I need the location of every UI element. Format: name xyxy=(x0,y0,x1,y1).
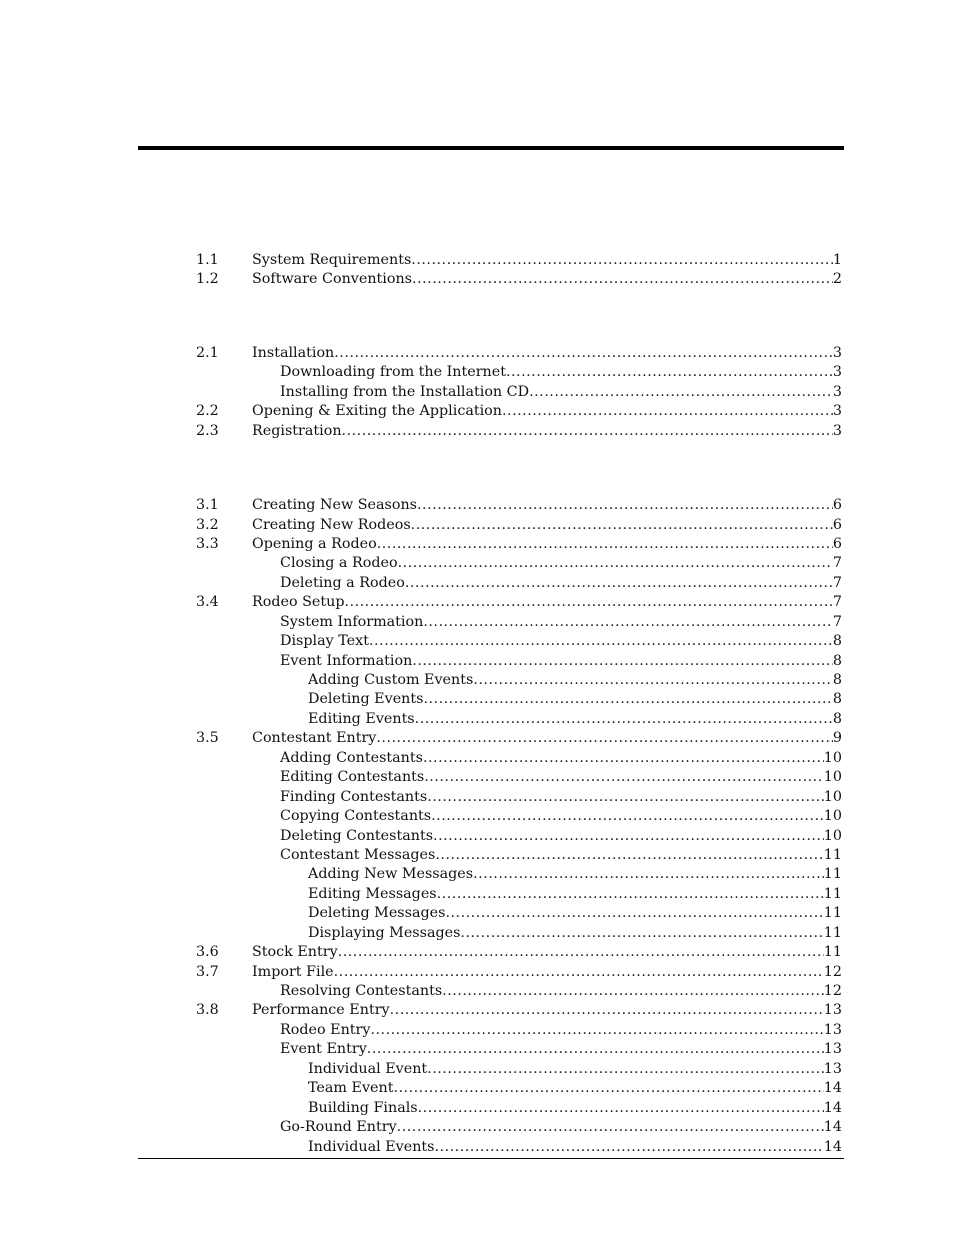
toc-entry[interactable] xyxy=(0,383,954,402)
toc-entry-title[interactable]: Copying Contestants xyxy=(280,807,431,826)
toc-entry-line xyxy=(280,1040,842,1059)
toc-entry-line xyxy=(280,827,842,846)
toc-entry-number: 3.4 xyxy=(196,594,219,611)
toc-entry-number: 1.1 xyxy=(196,252,219,268)
toc-entry[interactable] xyxy=(0,422,954,441)
toc-entry-page-number: 10 xyxy=(823,808,842,825)
toc-dot-leader xyxy=(415,710,833,729)
toc-entry-page-number: 8 xyxy=(832,691,842,708)
toc-entry-title[interactable]: Rodeo Entry xyxy=(280,1021,370,1040)
toc-entry-page-number: 11 xyxy=(823,924,842,941)
toc-entry-page-number: 10 xyxy=(823,827,842,844)
toc-entry-page-number: 1 xyxy=(832,252,842,268)
toc-entry-title[interactable]: Opening & Exiting the Application xyxy=(252,402,502,421)
toc-dot-leader xyxy=(433,827,824,846)
toc-entry-number: 3.5 xyxy=(196,730,219,747)
toc-dot-leader xyxy=(502,402,833,421)
toc-dot-leader xyxy=(423,690,832,709)
toc-entry[interactable] xyxy=(0,963,954,982)
toc-entry-title[interactable]: Editing Events xyxy=(308,710,415,729)
toc-entry-title[interactable]: Event Entry xyxy=(280,1040,367,1059)
toc-entry-title[interactable]: Creating New Seasons xyxy=(252,496,417,515)
toc-entry-line xyxy=(280,554,842,573)
toc-dot-leader xyxy=(427,788,824,807)
toc-entry-line xyxy=(280,768,842,787)
toc-entry-title[interactable]: System Requirements xyxy=(252,251,411,270)
toc-entry[interactable] xyxy=(0,924,954,943)
toc-entry[interactable] xyxy=(0,652,954,671)
toc-dot-leader xyxy=(473,865,824,884)
toc-entry[interactable] xyxy=(0,535,954,554)
toc-dot-leader xyxy=(473,671,833,690)
toc-entry-title[interactable]: Downloading from the Internet xyxy=(280,363,506,382)
toc-entry-page-number: 8 xyxy=(832,633,842,650)
toc-entry-title[interactable]: Individual Event xyxy=(308,1060,427,1079)
toc-entry-page-number: 12 xyxy=(823,983,842,999)
toc-entry-line xyxy=(280,363,842,382)
toc-entry-line xyxy=(308,1099,842,1118)
toc-entry[interactable] xyxy=(0,943,954,962)
toc-entry-number: 3.6 xyxy=(196,944,219,961)
toc-dot-leader xyxy=(435,1138,824,1157)
toc-entry-line xyxy=(308,1079,842,1098)
toc-entry-line xyxy=(280,749,842,768)
toc-dot-leader xyxy=(412,270,833,289)
toc-entry-title[interactable]: Display Text xyxy=(280,632,369,651)
toc-entry-line xyxy=(252,535,842,554)
toc-entry[interactable] xyxy=(0,1118,954,1137)
toc-entry-line xyxy=(252,963,842,982)
toc-entry-number: 3.8 xyxy=(196,1002,219,1019)
toc-entry-line xyxy=(308,690,842,709)
header-rule xyxy=(138,146,844,150)
toc-entry[interactable] xyxy=(0,904,954,923)
toc-dot-leader xyxy=(376,729,833,748)
toc-entry-line xyxy=(280,613,842,632)
toc-entry-title[interactable]: Import File xyxy=(252,963,334,982)
toc-entry-line xyxy=(252,344,842,363)
toc-entry-title[interactable]: Deleting a Rodeo xyxy=(280,574,405,593)
toc-entry-title[interactable]: Team Event xyxy=(308,1079,393,1098)
toc-entry-page-number: 7 xyxy=(832,594,842,611)
toc-entry[interactable] xyxy=(0,690,954,709)
toc-dot-leader xyxy=(370,1021,823,1040)
toc-dot-leader xyxy=(393,1079,823,1098)
toc-entry-page-number: 11 xyxy=(823,885,842,902)
toc-entry-line xyxy=(252,251,842,270)
toc-dot-leader xyxy=(445,904,823,923)
toc-entry-line xyxy=(280,807,842,826)
toc-entry-page-number: 14 xyxy=(823,1080,842,1097)
toc-entry-page-number: 10 xyxy=(823,788,842,805)
toc-entry-title[interactable]: Performance Entry xyxy=(252,1001,390,1020)
toc-entry-line xyxy=(252,496,842,515)
toc-entry-title[interactable]: Contestant Entry xyxy=(252,729,376,748)
toc-entry-line xyxy=(252,593,842,612)
toc-entry-title[interactable]: Registration xyxy=(252,422,342,441)
toc-entry[interactable] xyxy=(0,1079,954,1098)
toc-dot-leader xyxy=(345,593,833,612)
toc-dot-leader xyxy=(367,1040,824,1059)
toc-entry-title[interactable]: Building Finals xyxy=(308,1099,418,1118)
toc-entry[interactable] xyxy=(0,788,954,807)
toc-entry-line xyxy=(280,1118,842,1137)
toc-entry-title[interactable]: Adding New Messages xyxy=(308,865,473,884)
toc-dot-leader xyxy=(338,943,824,962)
toc-entry-number: 3.2 xyxy=(196,516,219,533)
toc-entry[interactable] xyxy=(0,1040,954,1059)
toc-entry-page-number: 12 xyxy=(823,963,842,980)
toc-entry-line xyxy=(280,383,842,402)
toc-entry-line xyxy=(308,1060,842,1079)
toc-entry-title[interactable]: Opening a Rodeo xyxy=(252,535,377,554)
toc-entry-number: 2.1 xyxy=(196,344,219,361)
toc-entry-page-number: 10 xyxy=(823,769,842,786)
toc-dot-leader xyxy=(435,846,823,865)
toc-entry-line xyxy=(252,402,842,421)
toc-entry-page-number: 3 xyxy=(832,344,842,361)
toc-entry[interactable] xyxy=(0,593,954,612)
table-of-contents xyxy=(0,251,954,1157)
toc-entry-number: 3.3 xyxy=(196,535,219,552)
toc-entry[interactable] xyxy=(0,710,954,729)
toc-dot-leader xyxy=(405,574,833,593)
toc-entry-title[interactable]: Closing a Rodeo xyxy=(280,554,398,573)
toc-entry-page-number: 7 xyxy=(832,574,842,591)
toc-entry-page-number: 13 xyxy=(823,1002,842,1019)
toc-entry-page-number: 13 xyxy=(823,1060,842,1077)
toc-entry-title[interactable]: System Information xyxy=(280,613,423,632)
toc-entry-page-number: 14 xyxy=(823,1099,842,1116)
toc-entry-title[interactable]: Adding Contestants xyxy=(280,749,423,768)
toc-entry[interactable] xyxy=(0,632,954,651)
toc-dot-leader xyxy=(529,383,833,402)
toc-entry-line xyxy=(252,270,842,289)
toc-entry[interactable] xyxy=(0,270,954,289)
toc-entry-line xyxy=(252,943,842,962)
toc-dot-leader xyxy=(506,363,833,382)
toc-entry-title[interactable]: Go-Round Entry xyxy=(280,1118,397,1137)
toc-entry[interactable] xyxy=(0,1021,954,1040)
toc-entry-title[interactable]: Deleting Contestants xyxy=(280,827,433,846)
toc-entry[interactable] xyxy=(0,251,954,270)
toc-entry[interactable] xyxy=(0,402,954,421)
toc-entry-line xyxy=(308,904,842,923)
toc-entry-number: 2.3 xyxy=(196,422,219,439)
toc-entry-title[interactable]: Deleting Events xyxy=(308,690,423,709)
toc-entry-line xyxy=(280,574,842,593)
toc-entry-number: 3.7 xyxy=(196,963,219,980)
toc-entry[interactable] xyxy=(0,846,954,865)
toc-dot-leader xyxy=(377,535,833,554)
toc-dot-leader xyxy=(417,496,833,515)
toc-entry-page-number: 3 xyxy=(832,403,842,420)
toc-entry-page-number: 14 xyxy=(823,1138,842,1155)
toc-entry-page-number: 8 xyxy=(832,710,842,727)
toc-entry-line xyxy=(308,885,842,904)
toc-entry-page-number: 7 xyxy=(832,613,842,630)
toc-entry[interactable] xyxy=(0,554,954,573)
toc-entry-page-number: 8 xyxy=(832,672,842,688)
toc-dot-leader xyxy=(460,924,823,943)
toc-entry-title[interactable]: Creating New Rodeos xyxy=(252,516,411,535)
toc-entry-page-number: 8 xyxy=(832,652,842,669)
toc-entry-number: 1.2 xyxy=(196,271,219,288)
toc-entry[interactable] xyxy=(0,1060,954,1079)
toc-entry-line xyxy=(280,652,842,671)
toc-entry-title[interactable]: Installing from the Installation CD xyxy=(280,383,529,402)
toc-entry[interactable] xyxy=(0,865,954,884)
toc-entry[interactable] xyxy=(0,671,954,690)
toc-entry[interactable] xyxy=(0,729,954,748)
toc-entry-title[interactable]: Resolving Contestants xyxy=(280,982,442,1001)
toc-entry-page-number: 13 xyxy=(823,1021,842,1038)
toc-entry[interactable] xyxy=(0,768,954,787)
toc-entry-line xyxy=(308,1138,842,1157)
toc-entry-page-number: 11 xyxy=(823,846,842,863)
toc-dot-leader xyxy=(424,768,824,787)
toc-entry-title[interactable]: Event Information xyxy=(280,652,412,671)
toc-entry[interactable] xyxy=(0,1099,954,1118)
toc-entry[interactable] xyxy=(0,574,954,593)
toc-entry-title[interactable]: Contestant Messages xyxy=(280,846,435,865)
toc-entry-line xyxy=(280,846,842,865)
toc-entry[interactable] xyxy=(0,1138,954,1157)
toc-entry-line xyxy=(308,671,842,690)
toc-entry-page-number: 7 xyxy=(832,555,842,572)
toc-dot-leader xyxy=(412,652,833,671)
toc-entry-line xyxy=(308,710,842,729)
toc-dot-leader xyxy=(334,963,824,982)
toc-entry-page-number: 11 xyxy=(823,866,842,883)
section-gap xyxy=(0,441,954,496)
toc-dot-leader xyxy=(423,749,824,768)
section-gap xyxy=(0,290,954,344)
toc-entry-number: 3.1 xyxy=(196,497,219,514)
toc-entry[interactable] xyxy=(0,807,954,826)
toc-dot-leader xyxy=(334,344,833,363)
toc-dot-leader xyxy=(442,982,824,1001)
toc-entry-title[interactable]: Displaying Messages xyxy=(308,924,460,943)
toc-entry-page-number: 3 xyxy=(832,383,842,400)
toc-entry-page-number: 6 xyxy=(832,497,842,514)
toc-entry-title[interactable]: Installation xyxy=(252,344,334,363)
toc-entry-line xyxy=(252,516,842,535)
toc-dot-leader xyxy=(342,422,833,441)
toc-entry[interactable] xyxy=(0,749,954,768)
toc-entry-line xyxy=(280,982,842,1001)
toc-entry-page-number: 11 xyxy=(823,944,842,961)
toc-entry-page-number: 9 xyxy=(832,730,842,747)
toc-entry[interactable] xyxy=(0,516,954,535)
toc-entry-title[interactable]: Editing Messages xyxy=(308,885,437,904)
toc-dot-leader xyxy=(398,554,833,573)
toc-entry-page-number: 14 xyxy=(823,1119,842,1136)
toc-dot-leader xyxy=(397,1118,824,1137)
toc-entry-title[interactable]: Software Conventions xyxy=(252,270,412,289)
toc-entry-line xyxy=(280,632,842,651)
toc-entry-page-number: 11 xyxy=(823,905,842,922)
toc-entry[interactable] xyxy=(0,344,954,363)
toc-dot-leader xyxy=(411,516,833,535)
toc-entry-number: 2.2 xyxy=(196,403,219,420)
toc-entry-title[interactable]: Finding Contestants xyxy=(280,788,427,807)
toc-dot-leader xyxy=(390,1001,824,1020)
toc-dot-leader xyxy=(411,251,833,270)
toc-dot-leader xyxy=(418,1099,824,1118)
toc-dot-leader xyxy=(437,885,824,904)
footer-rule xyxy=(138,1158,844,1159)
toc-entry-page-number: 13 xyxy=(823,1041,842,1058)
toc-entry-line xyxy=(252,729,842,748)
toc-entry-page-number: 10 xyxy=(823,749,842,766)
toc-dot-leader xyxy=(369,632,833,651)
toc-dot-leader xyxy=(423,613,833,632)
toc-entry[interactable] xyxy=(0,496,954,515)
toc-entry[interactable] xyxy=(0,1001,954,1020)
toc-entry[interactable] xyxy=(0,885,954,904)
toc-entry-page-number: 6 xyxy=(832,516,842,533)
toc-entry-title[interactable]: Adding Custom Events xyxy=(308,671,473,690)
toc-entry[interactable] xyxy=(0,982,954,1001)
toc-entry-line xyxy=(280,1021,842,1040)
toc-entry-title[interactable]: Deleting Messages xyxy=(308,904,445,923)
toc-entry-line xyxy=(252,422,842,441)
toc-entry-page-number: 6 xyxy=(832,535,842,552)
toc-entry[interactable] xyxy=(0,613,954,632)
toc-entry-line xyxy=(280,788,842,807)
toc-entry-page-number: 3 xyxy=(832,422,842,439)
toc-entry-line xyxy=(252,1001,842,1020)
toc-entry-title[interactable]: Stock Entry xyxy=(252,943,338,962)
toc-entry[interactable] xyxy=(0,363,954,382)
toc-entry-line xyxy=(308,924,842,943)
toc-entry-title[interactable]: Rodeo Setup xyxy=(252,593,345,612)
toc-entry-title[interactable]: Editing Contestants xyxy=(280,768,424,787)
toc-entry-title[interactable]: Individual Events xyxy=(308,1138,435,1157)
toc-dot-leader xyxy=(427,1060,824,1079)
toc-entry-line xyxy=(308,865,842,884)
toc-entry-page-number: 2 xyxy=(832,271,842,288)
toc-dot-leader xyxy=(431,807,824,826)
toc-entry-page-number: 3 xyxy=(832,364,842,381)
toc-entry[interactable] xyxy=(0,827,954,846)
